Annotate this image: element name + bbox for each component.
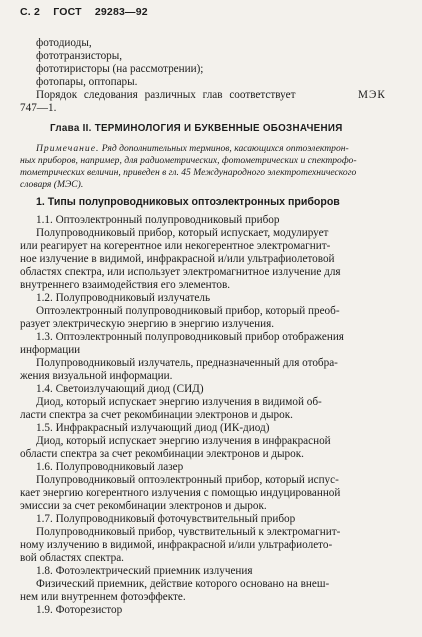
note-first-line [36, 143, 349, 155]
body-line: Полупроводниковый оптоэлектронный прибор, который испус- [36, 474, 339, 486]
section-title: 1. Типы полупроводниковых оптоэлектронных приборов [36, 196, 340, 208]
body-line: Полупроводниковый прибор, который испускает, модулирует [36, 227, 329, 239]
term-heading: 1.6. Полупроводниковый лазер [36, 461, 184, 473]
page-number: С. 2 [20, 6, 41, 18]
body-line: жения визуальной информации. [20, 370, 173, 382]
order-reference: МЭК [358, 89, 386, 101]
intro-line: фотодиоды, [36, 37, 92, 49]
body-line: Физический приемник, действие которого основано на внеш- [36, 578, 330, 590]
note-line: тометрических величин, приведен в гл. 45 Международного электротехнического [20, 167, 357, 178]
body-line: нем или внутреннем фотоэффекте. [20, 591, 186, 603]
term-heading: 1.2. Полупроводниковый излучатель [36, 292, 211, 304]
standard-label: ГОСТ [53, 6, 82, 18]
term-heading: 1.3. Оптоэлектронный полупроводниковый прибор отображения [36, 331, 344, 343]
page-header [20, 6, 158, 18]
body-line: ному излучению в видимой, инфракрасной и/или ультрафиолето- [20, 539, 333, 551]
note-line: ных приборов, например, для радиометрических, фотометрических и спектрофо- [20, 155, 357, 166]
body-line: областях спектра, или использует электромагнитное излучение для [20, 266, 341, 278]
body-line: Диод, который испускает энергию излучения в видимой об- [36, 396, 322, 408]
body-line: Полупроводниковый прибор, чувствительный к электромагнит- [36, 526, 341, 538]
body-line: ное излучение в видимой, инфракрасной и/или ультрафиолетовой [20, 253, 335, 265]
body-line: вой областях спектра. [20, 552, 124, 564]
term-heading: 1.8. Фотоэлектрический приемник излучения [36, 565, 253, 577]
body-line: Диод, который испускает энергию излучения в инфракрасной [36, 435, 331, 447]
body-line: ласти спектра за счет рекомбинации электронов и дырок. [20, 409, 293, 421]
term-heading: 1.9. Фоторезистор [36, 604, 123, 616]
body-line: разует электрическую энергию в энергию излучения. [20, 318, 275, 330]
body-line: информации [20, 344, 81, 356]
chapter-title: Глава II. ТЕРМИНОЛОГИЯ И БУКВЕННЫЕ ОБОЗНАЧЕНИЯ [50, 123, 343, 134]
body-line: внутреннего взаимодействия его элементов. [20, 279, 231, 291]
body-line: кает энергию когерентного излучения с помощью индуцированной [20, 487, 341, 499]
intro-line: фототранзисторы, [36, 50, 123, 62]
note-line: Ряд дополнительных терминов, касающихся оптоэлектрон- [101, 143, 349, 154]
order-continuation: 747—1. [20, 102, 57, 114]
term-heading: 1.1. Оптоэлектронный полупроводниковый прибор [36, 214, 280, 226]
note-line: словаря (МЭС). [20, 179, 84, 190]
body-line: Полупроводниковый излучатель, предназначенный для отобра- [36, 357, 338, 369]
intro-line: фотопары, оптопары. [36, 76, 138, 88]
body-line: эмиссии за счет рекомбинации электронов и дырок. [20, 500, 267, 512]
intro-line: фототиристоры (на рассмотрении); [36, 63, 204, 75]
body-line: Оптоэлектронный полупроводниковый прибор, который преоб- [36, 305, 340, 317]
body-line: области спектра за счет рекомбинации электронов и дырок. [20, 448, 304, 460]
term-heading: 1.7. Полупроводниковый фоточувствительный прибор [36, 513, 296, 525]
note-label: Примечание. [36, 143, 100, 154]
order-line: Порядок следования различных глав соответствует [36, 89, 296, 101]
term-heading: 1.5. Инфракрасный излучающий диод (ИК-диод) [36, 422, 270, 434]
standard-number: 29283—92 [94, 6, 148, 18]
body-line: или реагирует на когерентное или некогерентное электромагнит- [20, 240, 331, 252]
term-heading: 1.4. Светоизлучающий диод (СИД) [36, 383, 204, 395]
